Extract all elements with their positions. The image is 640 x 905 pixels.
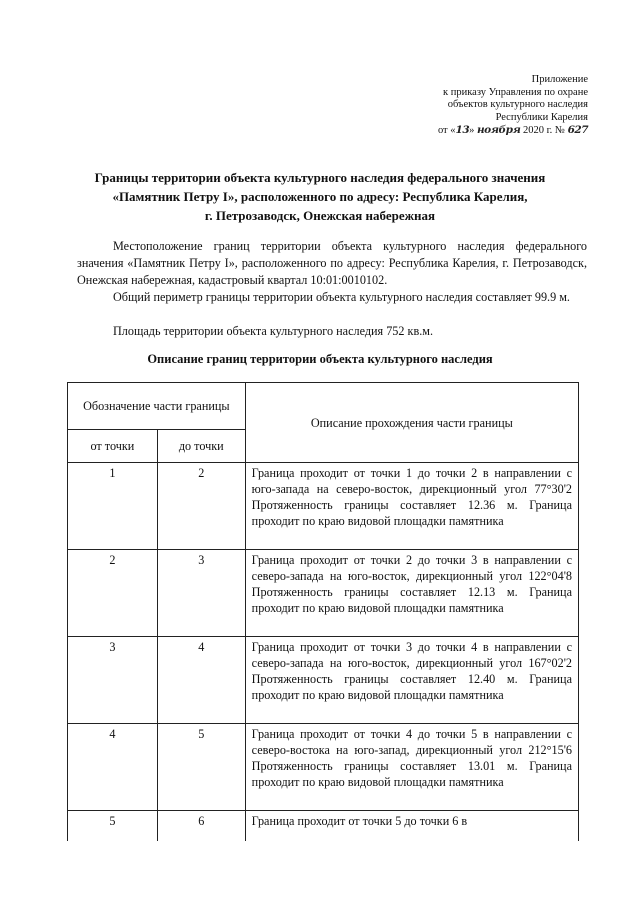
from-point: 5 (68, 811, 158, 842)
area-paragraph: Площадь территории объекта культурного наследия 752 кв.м. (113, 324, 434, 338)
date-mid: » (469, 125, 478, 137)
header-from-point: от точки (68, 430, 158, 463)
header-description: Описание прохождения части границы (245, 383, 578, 463)
segment-description: Граница проходит от точки 5 до точки 6 в (245, 811, 578, 842)
appendix-line1: Приложение (531, 74, 588, 85)
table-row (68, 550, 579, 637)
from-point: 4 (68, 724, 158, 811)
header-to-point: до точки (157, 430, 245, 463)
date-day-handwritten: 13 (455, 124, 470, 137)
boundary-table (67, 382, 579, 841)
title-line3: г. Петрозаводск, Онежская набережная (204, 208, 436, 223)
title-line2: «Памятник Петру I», расположенного по адресу: Республика Карелия, (112, 189, 528, 204)
segment-description: Граница проходит от точки 1 до точки 2 в направлении с юго-запада на северо-восток, дирекционный угол 77°30'2 Протяженность границы составляет 12.36 м. Граница проходит по краю видовой площадки памятника (245, 463, 578, 550)
document-title (60, 168, 580, 225)
from-point: 3 (68, 637, 158, 724)
table-row (68, 637, 579, 724)
table-row (68, 811, 579, 842)
to-point: 3 (157, 550, 245, 637)
segment-description: Граница проходит от точки 3 до точки 4 в направлении с северо-запада на юго-восток, дирекционный угол 167°02'2 Протяженность границы составляет 12.40 м. Граница проходит по краю видовой площадки памятника (245, 637, 578, 724)
table-header-row (68, 383, 579, 430)
table-row (68, 724, 579, 811)
table-caption: Описание границ территории объекта культурного наследия (147, 352, 493, 366)
appendix-line4: Республики Карелия (495, 111, 588, 123)
to-point: 4 (157, 637, 245, 724)
from-point: 1 (68, 463, 158, 550)
segment-description: Граница проходит от точки 4 до точки 5 в направлении с северо-востока на юго-запад, дирекционный угол 212°15'6 Протяженность границы составляет 13.01 м. Граница проходит по краю видовой площадки памятника (245, 724, 578, 811)
appendix-line3: объектов культурного наследия (447, 99, 588, 111)
appendix-line2: к приказу Управления по охране (443, 86, 588, 98)
order-number-handwritten: 627 (567, 124, 588, 137)
perimeter-paragraph: Общий периметр границы территории объекта культурного наследия составляет 99.9 м. (113, 290, 570, 304)
segment-description: Граница проходит от точки 2 до точки 3 в направлении с северо-запада на юго-восток, дирекционный угол 122°04'8 Протяженность границы составляет 12.13 м. Граница проходит по краю видовой площадки памятника (245, 550, 578, 637)
header-boundary-part: Обозначение части границы (68, 383, 246, 430)
date-prefix: от « (437, 125, 456, 137)
to-point: 5 (157, 724, 245, 811)
appendix-date-line (348, 124, 588, 138)
to-point: 2 (157, 463, 245, 550)
title-line1: Границы территории объекта культурного наследия федерального значения (94, 170, 546, 185)
date-year: 2020 г. № (520, 125, 568, 137)
appendix-block (348, 74, 588, 138)
date-month-handwritten: ноября (477, 124, 521, 137)
from-point: 2 (68, 550, 158, 637)
location-paragraph: Местоположение границ территории объекта культурного наследия федерального значения «Памятник Петру I», расположенного по адресу: Республика Карелия, г. Петрозаводск, Онежская набережная, кадастровый квартал 10:01:0010102. (77, 239, 587, 287)
to-point: 6 (157, 811, 245, 842)
table-row (68, 463, 579, 550)
